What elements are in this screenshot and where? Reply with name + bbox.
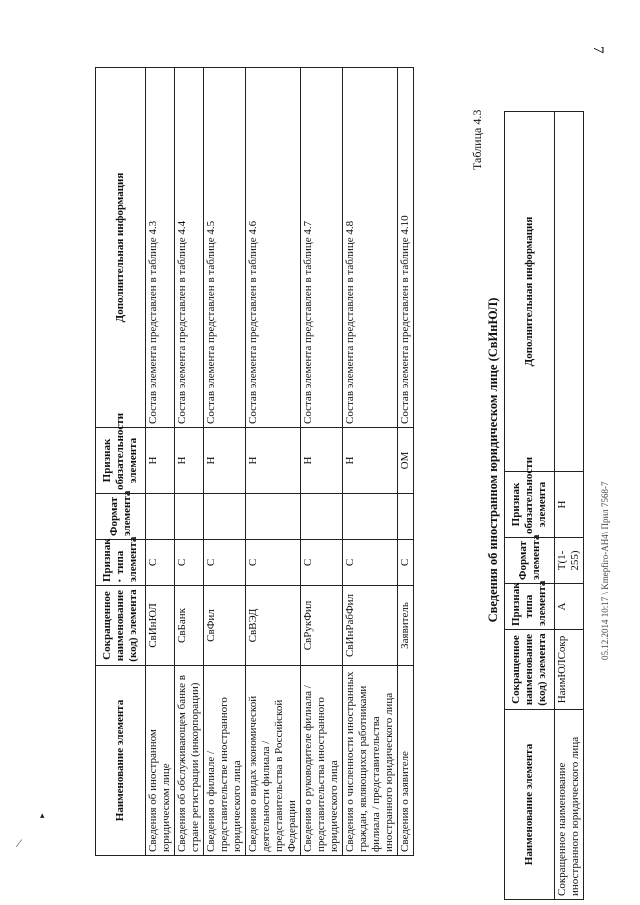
cell-format — [204, 494, 246, 540]
header-code: Сокращенное наименование (код) элемента — [96, 586, 146, 666]
scan-dot: • — [118, 576, 122, 586]
cell-name: Сведения об иностранном юридическом лице — [146, 666, 175, 856]
header-type: Признак типа элемента — [505, 584, 555, 630]
cell-code: СвФил — [204, 586, 246, 666]
header-type: Признак типа элемента — [96, 540, 146, 586]
cell-type: С — [343, 540, 398, 586]
header-format: Формат элемента — [96, 494, 146, 540]
cell-name: Сокращенное наименование иностранного юридического лица — [555, 710, 584, 900]
cell-name: Сведения о видах экономической деятельности филиала / представительства в Российской Федерации — [246, 666, 301, 856]
cell-type: С — [175, 540, 204, 586]
cell-info: Состав элемента представлен в таблице 4.6 — [246, 68, 301, 428]
cell-required: Н — [555, 472, 584, 538]
header-info: Дополнительная информация — [96, 68, 146, 428]
cell-required: Н — [246, 428, 301, 494]
cell-format — [343, 494, 398, 540]
table-row — [246, 68, 301, 856]
table-row — [343, 68, 398, 856]
cell-name: Сведения о заявителе — [398, 666, 414, 856]
cell-type: С — [146, 540, 175, 586]
table-row — [204, 68, 246, 856]
table-row — [146, 68, 175, 856]
elements-table — [95, 67, 414, 856]
table2-wrapper — [470, 100, 580, 900]
cell-required: Н — [175, 428, 204, 494]
cell-format — [175, 494, 204, 540]
cell-required: Н — [204, 428, 246, 494]
table-row — [175, 68, 204, 856]
cell-required: Н — [146, 428, 175, 494]
cell-name: Сведения о численности иностранных граждан, являющихся работниками филиала / представительства иностранного юридического лица — [343, 666, 398, 856]
table1-wrapper — [95, 66, 440, 856]
cell-code: Заявитель — [398, 586, 414, 666]
table-header-row — [96, 68, 146, 856]
header-required: Признак обязательности элемента — [505, 472, 555, 538]
scan-mark: ⁄ — [18, 836, 21, 850]
header-name: Наименование элемента — [96, 666, 146, 856]
table-heading: Сведения об иностранном юридическом лице (СвИнЮЛ) — [486, 297, 500, 623]
cell-format: T(1-255) — [555, 538, 584, 584]
cell-code: СвИнЮЛ — [146, 586, 175, 666]
cell-format — [301, 494, 343, 540]
cell-type: С — [246, 540, 301, 586]
cell-info: Состав элемента представлен в таблице 4.10 — [398, 68, 414, 428]
cell-required: Н — [343, 428, 398, 494]
cell-info: Состав элемента представлен в таблице 4.5 — [204, 68, 246, 428]
table-caption: Таблица 4.3 — [470, 109, 484, 170]
scan-dot: ▴ — [40, 810, 45, 820]
cell-format — [398, 494, 414, 540]
cell-format — [246, 494, 301, 540]
table-row — [398, 68, 414, 856]
cell-required: Н — [301, 428, 343, 494]
cell-type: С — [301, 540, 343, 586]
cell-info: Состав элемента представлен в таблице 4.4 — [175, 68, 204, 428]
table-header-row — [505, 112, 555, 900]
cell-type: С — [398, 540, 414, 586]
cell-code: СвРукФил — [301, 586, 343, 666]
scan-footnote: 05.12.2014 10:17 \ Kmepfiro-AH4\ Прил 7568-7 — [600, 481, 610, 660]
cell-type: А — [555, 584, 584, 630]
cell-code: СвБанк — [175, 586, 204, 666]
cell-format — [146, 494, 175, 540]
cell-info: Состав элемента представлен в таблице 4.7 — [301, 68, 343, 428]
cell-info: Состав элемента представлен в таблице 4.8 — [343, 68, 398, 428]
header-required: Признак обязательности элемента — [96, 428, 146, 494]
header-name: Наименование элемента — [505, 710, 555, 900]
cell-name: Сведения об обслуживающем банке в стране регистрации (инкорпорации) — [175, 666, 204, 856]
header-info: Дополнительная информация — [505, 112, 555, 472]
cell-code: СвИнРабФил — [343, 586, 398, 666]
cell-type: С — [204, 540, 246, 586]
cell-required: ОМ — [398, 428, 414, 494]
cell-info — [555, 112, 584, 472]
table-row — [555, 112, 584, 900]
foreign-entity-table — [504, 111, 584, 900]
cell-name: Сведения о филиале / представительстве иностранного юридического лица — [204, 666, 246, 856]
header-format: Формат элемента — [505, 538, 555, 584]
cell-name: Сведения о руководителе филиала / представительства иностранного юридического лица — [301, 666, 343, 856]
cell-code: СвВЭД — [246, 586, 301, 666]
page-number: 7 — [590, 46, 606, 54]
table-row — [301, 68, 343, 856]
header-code: Сокращенное наименование (код) элемента — [505, 630, 555, 710]
cell-info: Состав элемента представлен в таблице 4.3 — [146, 68, 175, 428]
cell-code: НаимЮЛСокр — [555, 630, 584, 710]
